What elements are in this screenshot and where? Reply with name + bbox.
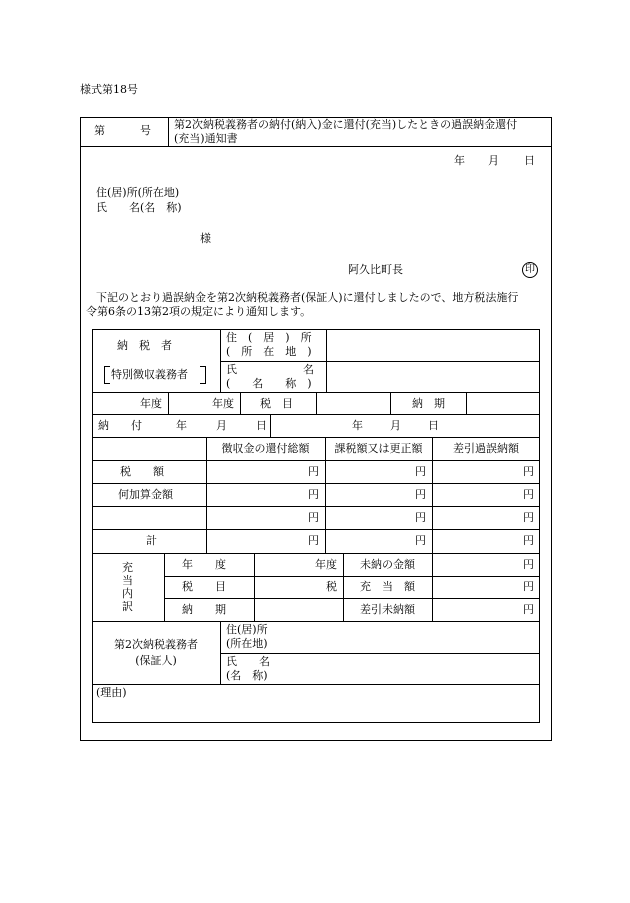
taxpayer-label: 納 税 者 (117, 339, 172, 352)
honorific: 様 (200, 232, 211, 245)
header-refund-total: 徴収金の還付総額 (221, 442, 310, 455)
row-surcharge-cell: 円 (523, 488, 534, 501)
special-collector-label: 特別徴収義務者 (111, 368, 188, 381)
unpaid-amount-label: 未納の金額 (360, 558, 415, 571)
payment-day-label-2: 日 (428, 419, 439, 432)
second-address-label-l2: (所在地) (226, 637, 268, 650)
header-assessed-amount: 課税額又は更正額 (334, 442, 423, 455)
taxpayer-address-label-l2: ( 所 在 地 ) (226, 345, 312, 358)
payment-month-label: 月 (216, 419, 227, 432)
notice-text-line1: 下記のとおり過誤納金を第2次納税義務者(保証人)に還付しましたので、地方税法施行 (96, 291, 519, 304)
remaining-unpaid-unit: 円 (523, 603, 534, 616)
row-blank-cell: 円 (415, 511, 426, 524)
appropriation-label-char: 当 (122, 574, 133, 587)
remaining-unpaid-label: 差引未納額 (360, 603, 415, 616)
payment-label: 納 付 (98, 419, 142, 432)
payment-year-label: 年 (176, 419, 187, 432)
row-blank-cell: 円 (308, 511, 319, 524)
appropriated-amount-label: 充 当 額 (360, 580, 415, 593)
row-tax-amount-cell: 円 (308, 465, 319, 478)
row-tax-amount-cell: 円 (523, 465, 534, 478)
notice-text-line2: 令第6条の13第2項の規定により通知します。 (86, 305, 312, 318)
document-title-line2: (充当)通知書 (174, 132, 238, 145)
appropriation-year-suffix: 年度 (315, 558, 337, 571)
date-month-label: 月 (488, 154, 499, 167)
appropriation-due-label: 納 期 (182, 603, 226, 616)
year-label-1: 年度 (140, 397, 162, 410)
header-overpayment: 差引過誤納額 (453, 442, 519, 455)
header-divider (80, 146, 552, 147)
row-surcharge-cell: 円 (308, 488, 319, 501)
row-blank-cell: 円 (523, 511, 534, 524)
appropriated-amount-unit: 円 (523, 580, 534, 593)
appropriation-year-label: 年 度 (182, 558, 226, 571)
seal-mark: 印 (522, 262, 538, 278)
number-label-right: 号 (140, 124, 151, 137)
second-name-label-l1: 氏 名 (226, 655, 270, 668)
taxpayer-address-label-l1: 住 ( 居 ) 所 (226, 331, 312, 344)
appropriation-label-char: 内 (122, 587, 133, 600)
row-total-label: 計 (146, 534, 157, 547)
guarantor-label: (保証人) (135, 654, 177, 667)
date-day-label: 日 (524, 154, 535, 167)
payment-month-label-2: 月 (390, 419, 401, 432)
second-name-label-l2: (名 称) (226, 669, 268, 682)
row-total-cell: 円 (523, 534, 534, 547)
addressee-name-label: 氏 名(名 称) (96, 201, 182, 214)
issuer-title: 阿久比町長 (348, 263, 403, 276)
taxpayer-name-label-l1: 氏 名 (226, 363, 314, 376)
second-taxpayer-label: 第2次納税義務者 (114, 638, 198, 651)
row-surcharge-label: 何加算金額 (118, 488, 173, 501)
addressee-address-label: 住(居)所(所在地) (96, 186, 180, 199)
second-address-label-l1: 住(居)所 (226, 623, 268, 636)
appropriation-label-char: 訳 (122, 600, 133, 613)
form-number: 様式第18号 (80, 83, 138, 96)
row-tax-amount-label: 税 額 (120, 465, 164, 478)
taxpayer-name-label-l2: ( 名 称 ) (226, 377, 312, 390)
header-vline (168, 117, 169, 147)
payment-day-label: 日 (256, 419, 267, 432)
row-tax-amount-cell: 円 (415, 465, 426, 478)
document-title-line1: 第2次納税義務者の納付(納入)金に還付(充当)したときの過誤納金還付 (174, 118, 518, 131)
number-label-left: 第 (94, 124, 105, 137)
tax-item-label: 税 目 (260, 397, 293, 410)
date-year-label: 年 (454, 154, 465, 167)
appropriation-tax-suffix: 税 (326, 580, 337, 593)
due-label: 納 期 (412, 397, 445, 410)
reason-label: (理由) (96, 686, 127, 699)
appropriation-label-char: 充 (122, 561, 133, 574)
unpaid-amount-unit: 円 (523, 558, 534, 571)
appropriation-tax-item-label: 税 目 (182, 580, 226, 593)
row-total-cell: 円 (415, 534, 426, 547)
payment-year-label-2: 年 (352, 419, 363, 432)
row-total-cell: 円 (308, 534, 319, 547)
row-surcharge-cell: 円 (415, 488, 426, 501)
year-label-2: 年度 (212, 397, 234, 410)
